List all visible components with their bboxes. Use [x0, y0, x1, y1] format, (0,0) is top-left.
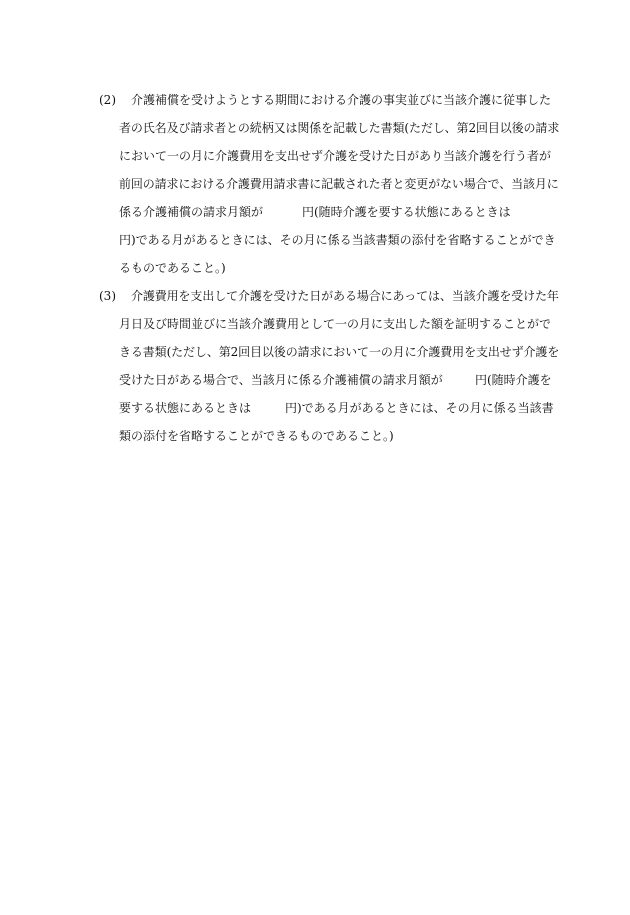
item-2-line-6: 円)である月があるときには、その月に係る当該書類の添付を省略することができ [119, 233, 556, 247]
item-3-line-4b: 円(随時介護を [475, 373, 552, 387]
item-3-line-4a: 受けた日がある場合で、当該月に係る介護補償の請求月額が [119, 373, 443, 387]
item-2-line-1: 介護補償を受けようとする期間における介護の事実並びに当該介護に従事した [131, 93, 552, 107]
item-3-line-1: 介護費用を支出して介護を受けた日がある場合にあっては、当該介護を受けた年 [131, 289, 559, 303]
item-2-line-5a: 係る介護補償の請求月額が [119, 205, 264, 219]
item-2-line-5b: 円(随時介護を要する状態にあるときは [302, 205, 511, 219]
item-3-number: (3) [99, 289, 116, 303]
item-2-line-3: において一の月に介護費用を支出せず介護を受けた日があり当該介護を行う者が [119, 149, 552, 163]
item-3-line-6: 類の添付を省略することができるものであること。) [119, 429, 394, 443]
item-2-line-2: 者の氏名及び請求者との続柄又は関係を記載した書類(ただし、第2回目以後の請求 [119, 121, 560, 135]
item-2-number: (2) [99, 93, 116, 107]
item-3-line-2: 月日及び時間並びに当該介護費用として一の月に支出した額を証明することがで [119, 317, 552, 331]
item-3-line-5a: 要する状態にあるときは [119, 401, 252, 415]
item-3-line-5b: 円)である月があるときには、その月に係る当該書 [285, 401, 554, 415]
item-3-line-3: きる書類(ただし、第2回目以後の請求において一の月に介護費用を支出せず介護を [119, 345, 560, 359]
item-2-line-4: 前回の請求における介護費用請求書に記載された者と変更がない場合で、当該月に [119, 177, 559, 191]
item-2-line-7: るものであること。) [119, 261, 226, 275]
